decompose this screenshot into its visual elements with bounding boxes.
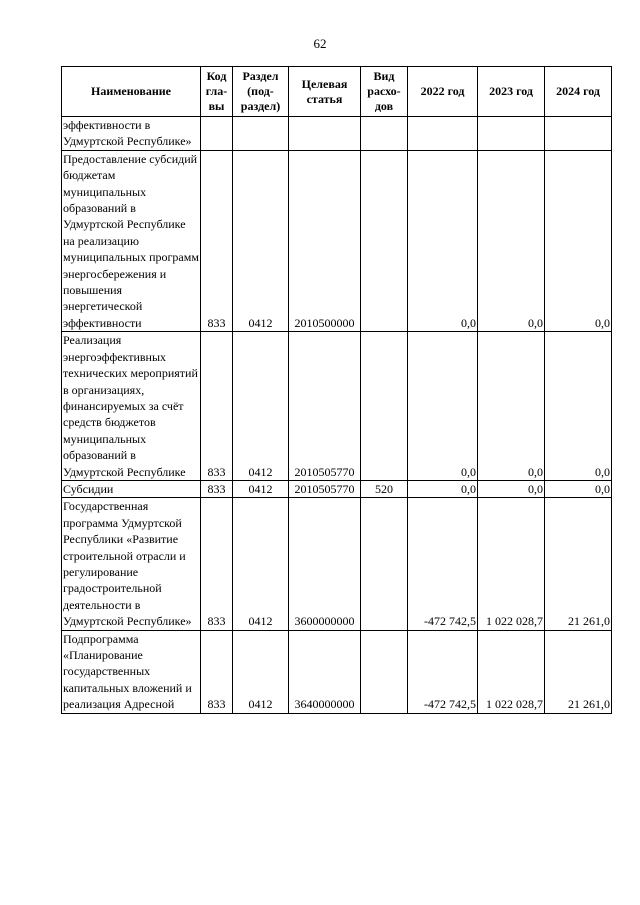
row-vid: 520 [361,480,408,497]
row-2022: -472 742,5 [408,498,478,630]
row-2023 [478,117,545,151]
row-celevaya: 2010505770 [289,332,361,481]
row-celevaya: 2010505770 [289,480,361,497]
table-row [62,117,612,151]
col-header-vid: Вид расхо- дов [361,67,408,117]
row-2023: 0,0 [478,150,545,331]
row-celevaya: 2010500000 [289,150,361,331]
row-celevaya: 3600000000 [289,498,361,630]
row-2023: 0,0 [478,480,545,497]
table-row [62,498,612,630]
table-row [62,630,612,713]
col-header-name: Наименование [62,67,201,117]
row-2022 [408,117,478,151]
row-2024: 21 261,0 [545,630,612,713]
row-name: Государственная программа Удмуртской Республики «Развитие строительной отрасли и регулирование градостроительной деятельности в Удмуртской Республике» [62,498,201,630]
row-razdel: 0412 [233,332,289,481]
row-2022: 0,0 [408,480,478,497]
row-name: Предоставление субсидий бюджетам муниципальных образований в Удмуртской Республике на реализацию муниципальных программ энергосбережения и повышения энергетической эффективности [63,151,199,330]
row-vid [361,498,408,630]
row-2023: 1 022 028,7 [478,498,545,630]
row-2022: 0,0 [408,332,478,481]
row-razdel: 0412 [233,150,289,331]
header-row [62,67,612,117]
row-2024: 0,0 [545,332,612,481]
row-kod: 833 [201,480,233,497]
col-header-2022: 2022 год [408,67,478,117]
row-kod: 833 [201,150,233,331]
col-header-celevaya: Целевая статья [289,67,361,117]
row-kod: 833 [201,630,233,713]
row-2023: 0,0 [478,332,545,481]
row-vid [361,150,408,331]
row-celevaya: 3640000000 [289,630,361,713]
row-kod [201,117,233,151]
page-number: 62 [313,36,327,51]
row-2022: 0,0 [408,150,478,331]
row-kod: 833 [201,332,233,481]
row-vid [361,332,408,481]
row-name: Субсидии [62,480,201,497]
col-header-2024: 2024 год [545,67,612,117]
col-header-kod: Код гла- вы [201,67,233,117]
row-kod: 833 [201,498,233,630]
table-row [62,480,612,497]
row-2024 [545,117,612,151]
row-vid [361,117,408,151]
row-name: Реализация энергоэффективных технических мероприятий в организациях, финансируемых за счёт средств бюджетов муниципальных образований в Удмуртской Республике [62,332,201,481]
row-name: эффективности в Удмуртской Республике» [62,117,201,151]
row-2024: 0,0 [545,150,612,331]
budget-table [61,66,612,714]
col-header-2023: 2023 год [478,67,545,117]
row-razdel: 0412 [233,630,289,713]
table-row [62,332,612,481]
row-razdel [233,117,289,151]
row-2024: 0,0 [545,480,612,497]
row-2022: -472 742,5 [408,630,478,713]
row-celevaya [289,117,361,151]
row-vid [361,630,408,713]
row-name: Подпрограмма «Планирование государственных капитальных вложений и реализация Адресной [62,630,201,713]
row-razdel: 0412 [233,498,289,630]
col-header-razdel: Раздел (под- раздел) [233,67,289,117]
table-row [62,150,612,331]
row-razdel: 0412 [233,480,289,497]
row-2023: 1 022 028,7 [478,630,545,713]
row-2024: 21 261,0 [545,498,612,630]
